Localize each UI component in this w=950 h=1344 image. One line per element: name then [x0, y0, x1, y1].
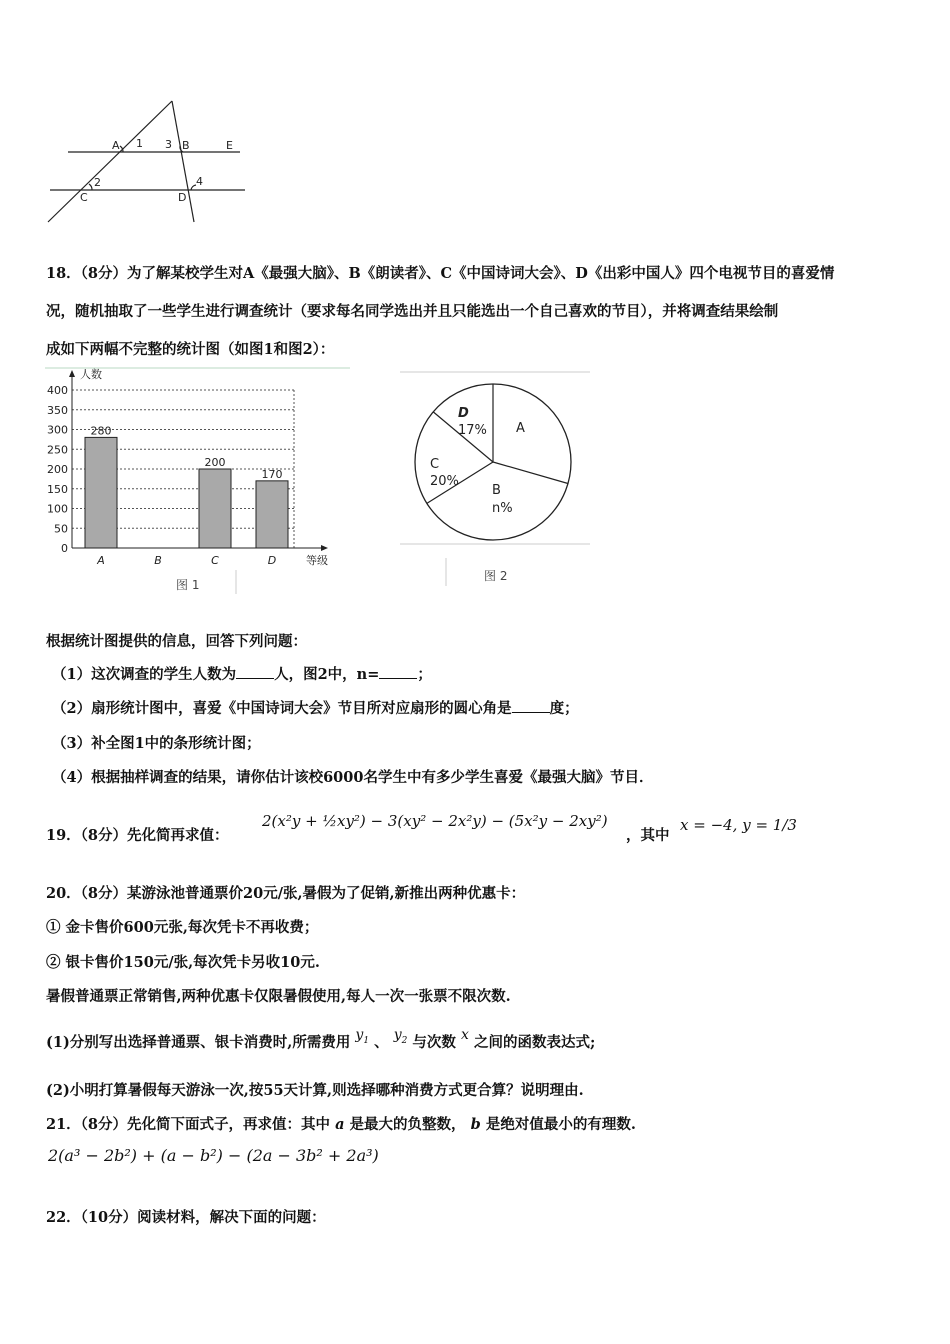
fig2-caption: 图 2	[484, 569, 508, 583]
y-tick-label: 50	[54, 522, 68, 536]
q21-var-b: b	[470, 1116, 481, 1133]
q18-sub2-b: 度；	[549, 700, 579, 717]
bar-data-label-d: 170	[261, 467, 283, 481]
q21-line1	[46, 1113, 636, 1134]
pie-pct-c: 20%	[430, 474, 459, 489]
x-symbol: x	[460, 1027, 469, 1043]
geometry-figure	[40, 95, 260, 225]
y-tick-label: 150	[47, 482, 68, 496]
x-tick-label-c: C	[211, 554, 219, 567]
x-tick-label-a: A	[97, 554, 105, 567]
q18-intro: 根据统计图提供的信息，回答下列问题：	[46, 633, 307, 650]
q21-var-a: a	[335, 1116, 345, 1133]
bar-c	[199, 469, 231, 548]
label-a: A	[112, 139, 120, 152]
y1-symbol: $y_1$	[355, 1027, 370, 1046]
label-b: B	[182, 139, 190, 152]
q18-sub1-a: （1）这次调查的学生人数为	[52, 666, 237, 683]
pie-label-a: A	[516, 421, 525, 436]
y-tick-label: 350	[47, 403, 68, 417]
q18-sub3: （3）补全图1中的条形统计图；	[52, 735, 261, 752]
y-tick-label: 200	[47, 463, 68, 476]
label-4: 4	[196, 175, 203, 188]
q21-line1-b: 是最大的负整数，	[349, 1116, 466, 1133]
q20-sub1-c: 与次数	[412, 1034, 456, 1051]
label-d: D	[178, 191, 187, 204]
pie-boundary-a-b	[493, 462, 568, 483]
q19-where: ，其中	[626, 827, 670, 844]
q21-expression: 2(a³ − 2b²) + (a − b²) − (2a − 3b² + 2a³)	[48, 1146, 379, 1165]
q18-line1: 18．（8分）为了解某校学生对A《最强大脑》、B《朗读者》、C《中国诗词大会》、D《出彩中国人》四个电视节目的喜爱情	[46, 265, 835, 282]
bar-a	[85, 437, 117, 548]
q18-sub1	[52, 663, 432, 684]
bar-d	[256, 481, 288, 548]
label-2: 2	[94, 176, 101, 189]
q18-line2: 况，随机抽取了一些学生进行调查统计（要求每名同学选出并且只能选出一个自己喜欢的节目），并将调查结果绘制	[46, 303, 779, 320]
answer-blank	[512, 700, 550, 713]
x-tick-label-d: D	[267, 554, 277, 567]
q20-sub1-a: (1)分别写出选择普通票、银卡消费时,所需费用	[46, 1034, 351, 1051]
y-tick-label: 300	[47, 423, 68, 437]
pie-label-d: D	[458, 406, 469, 421]
q18-sub2	[52, 697, 579, 718]
q21-line1-a: 21．（8分）先化简下面式子，再求值：其中	[46, 1116, 331, 1133]
q19-values: x = −4, y = 1/3	[680, 816, 797, 834]
q18-sub1-c: ；	[417, 666, 432, 683]
pie-label-b: B	[492, 483, 501, 498]
q21-line1-c: 是绝对值最小的有理数.	[485, 1116, 636, 1133]
y-axis-label: 人数	[80, 368, 102, 381]
x-tick-label-b: B	[154, 554, 162, 567]
q20-line2: ① 金卡售价600元张,每次凭卡不再收费；	[46, 919, 319, 936]
y-tick-label: 100	[47, 502, 68, 516]
bar-chart-fig1	[40, 366, 360, 596]
q20-line4: 暑假普通票正常销售,两种优惠卡仅限暑假使用,每人一次一张票不限次数.	[46, 988, 511, 1005]
q20-sub1	[46, 1027, 596, 1054]
answer-blank	[379, 666, 417, 679]
pie-pct-d: 17%	[458, 423, 487, 438]
q18-line3: 成如下两幅不完整的统计图（如图1和图2）：	[46, 341, 335, 358]
y-tick-label: 0	[61, 542, 68, 555]
q20-sub2: (2)小明打算暑假每天游泳一次,按55天计算,则选择哪种消费方式更合算？说明理由.	[46, 1082, 584, 1099]
q18-sub1-b: 人，图2中，n=	[274, 666, 380, 683]
label-1: 1	[136, 137, 143, 150]
pie-label-c: C	[430, 457, 440, 472]
q22-line1: 22．（10分）阅读材料，解决下面的问题：	[46, 1209, 326, 1226]
bar-data-label-a: 280	[90, 424, 112, 438]
x-axis-label: 等级	[306, 554, 328, 567]
q20-sub1-d: 之间的函数表达式;	[473, 1034, 596, 1051]
label-e: E	[226, 139, 233, 152]
fig1-caption: 图 1	[176, 578, 200, 592]
q20-line1: 20．（8分）某游泳池普通票价20元/张,暑假为了促销,新推出两种优惠卡：	[46, 885, 526, 902]
q20-sub1-b: 、	[374, 1034, 389, 1051]
answer-blank	[236, 666, 274, 679]
label-3: 3	[165, 138, 172, 151]
transversal-ac	[48, 101, 172, 222]
y-tick-label: 400	[47, 384, 68, 397]
q19-lead: 19．（8分）先化简再求值：	[46, 827, 229, 844]
y2-symbol: $y_2$	[393, 1027, 408, 1046]
pie-pct-b: n%	[492, 501, 513, 516]
bar-data-label-c: 200	[204, 456, 226, 469]
pie-chart-fig2	[400, 370, 600, 590]
q18-sub2-a: （2）扇形统计图中，喜爱《中国诗词大会》节目所对应扇形的圆心角是	[52, 700, 512, 717]
q19-expression: 2(x²y + ½xy²) − 3(xy² − 2x²y) − (5x²y − 2xy²)	[262, 812, 608, 830]
y-tick-label: 250	[47, 443, 68, 457]
label-c: C	[80, 191, 88, 204]
q20-line3: ② 银卡售价150元/张,每次凭卡另收10元.	[46, 954, 320, 971]
q18-sub4: （4）根据抽样调查的结果，请你估计该校6000名学生中有多少学生喜爱《最强大脑》节目．	[52, 769, 654, 786]
